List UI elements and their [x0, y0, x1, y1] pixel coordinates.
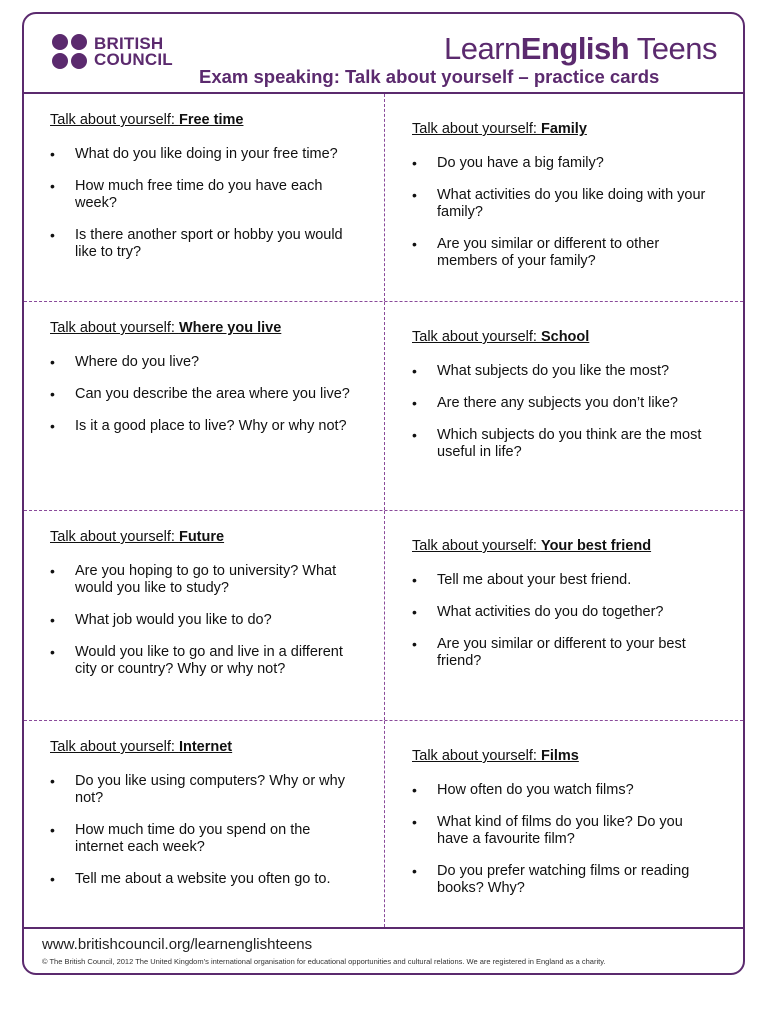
question-item: • What job would you like to do?	[50, 612, 358, 629]
page-frame	[22, 12, 745, 975]
card-topic: Your best friend	[540, 538, 652, 554]
card-heading	[50, 529, 358, 546]
question-item: • What activities do you like doing with your family?	[412, 187, 717, 221]
card-heading	[412, 538, 717, 555]
question-item: • Would you like to go and live in a different city or country? Why or why not?	[50, 644, 358, 678]
practice-card	[24, 721, 384, 927]
british-council-logo	[52, 34, 173, 69]
question-item: • How much time do you spend on the internet each week?	[50, 822, 358, 856]
card-row	[24, 302, 743, 511]
page-title: Exam speaking: Talk about yourself – practice cards	[199, 66, 660, 87]
question-list	[50, 563, 358, 678]
learnenglish-teens-logo: LearnEnglish Teens	[443, 31, 717, 66]
card-heading-prefix: Talk about yourself:	[50, 320, 179, 336]
card-topic: Free time	[178, 112, 244, 128]
cards-grid	[24, 94, 743, 929]
practice-card	[24, 94, 384, 301]
card-heading	[50, 320, 358, 337]
card-topic: Family	[540, 121, 587, 137]
card-heading-prefix: Talk about yourself:	[412, 121, 541, 137]
question-item: • What do you like doing in your free time?	[50, 146, 358, 163]
card-heading	[50, 739, 358, 756]
card-heading-prefix: Talk about yourself:	[50, 112, 179, 128]
card-topic: Internet	[178, 739, 233, 755]
question-item: • What subjects do you like the most?	[412, 363, 717, 380]
question-item: • Where do you live?	[50, 354, 358, 371]
card-topic: School	[540, 329, 590, 345]
practice-card	[24, 302, 384, 510]
question-item: • How much free time do you have each week?	[50, 178, 358, 212]
card-heading-prefix: Talk about yourself:	[412, 538, 541, 554]
question-item: • Are you similar or different to your best friend?	[412, 636, 717, 670]
card-heading-prefix: Talk about yourself:	[50, 529, 179, 545]
question-item: • Are you hoping to go to university? What would you like to study?	[50, 563, 358, 597]
card-row	[24, 94, 743, 302]
question-item: • What activities do you do together?	[412, 604, 717, 621]
question-item: • Are you similar or different to other members of your family?	[412, 236, 717, 270]
question-item: • Is it a good place to live? Why or why not?	[50, 418, 358, 435]
logo-dots-icon	[52, 34, 87, 69]
question-item: • Tell me about your best friend.	[412, 572, 717, 589]
footer-copyright: © The British Council, 2012 The United Kingdom’s international organisation for educational opportunities and cultural relations. We are registered in England as a charity.	[42, 957, 606, 966]
footer-url: www.britishcouncil.org/learnenglishteens	[42, 936, 313, 953]
practice-card	[384, 511, 743, 720]
question-item: • Is there another sport or hobby you would like to try?	[50, 227, 358, 261]
footer	[42, 936, 606, 966]
card-row	[24, 511, 743, 721]
question-list	[412, 782, 717, 897]
question-item: • Do you have a big family?	[412, 155, 717, 172]
question-item: • Are there any subjects you don’t like?	[412, 395, 717, 412]
practice-card	[384, 94, 743, 301]
card-heading-prefix: Talk about yourself:	[50, 739, 179, 755]
practice-card	[384, 302, 743, 510]
question-list	[412, 572, 717, 670]
question-list	[412, 363, 717, 461]
logo-line-2: COUNCIL	[94, 49, 173, 69]
question-item: • What kind of films do you like? Do you have a favourite film?	[412, 814, 717, 848]
practice-card	[24, 511, 384, 720]
logo-line-1: BRITISH	[94, 33, 164, 53]
question-item: • Can you describe the area where you live?	[50, 386, 358, 403]
header	[24, 14, 743, 94]
card-heading	[412, 121, 717, 138]
question-item: • Do you prefer watching films or reading books? Why?	[412, 863, 717, 897]
card-row	[24, 721, 743, 929]
card-heading-prefix: Talk about yourself:	[412, 329, 541, 345]
question-item: • Tell me about a website you often go to.	[50, 871, 358, 888]
question-item: • Which subjects do you think are the most useful in life?	[412, 427, 717, 461]
card-topic: Films	[540, 748, 579, 764]
practice-card	[384, 721, 743, 927]
question-list	[50, 146, 358, 261]
question-list	[50, 354, 358, 435]
question-list	[50, 773, 358, 888]
card-heading	[412, 748, 717, 765]
question-item: • How often do you watch films?	[412, 782, 717, 799]
card-heading	[50, 112, 358, 129]
card-topic: Future	[178, 529, 225, 545]
card-heading-prefix: Talk about yourself:	[412, 748, 541, 764]
question-list	[412, 155, 717, 270]
card-heading	[412, 329, 717, 346]
card-topic: Where you live	[178, 320, 282, 336]
question-item: • Do you like using computers? Why or why not?	[50, 773, 358, 807]
